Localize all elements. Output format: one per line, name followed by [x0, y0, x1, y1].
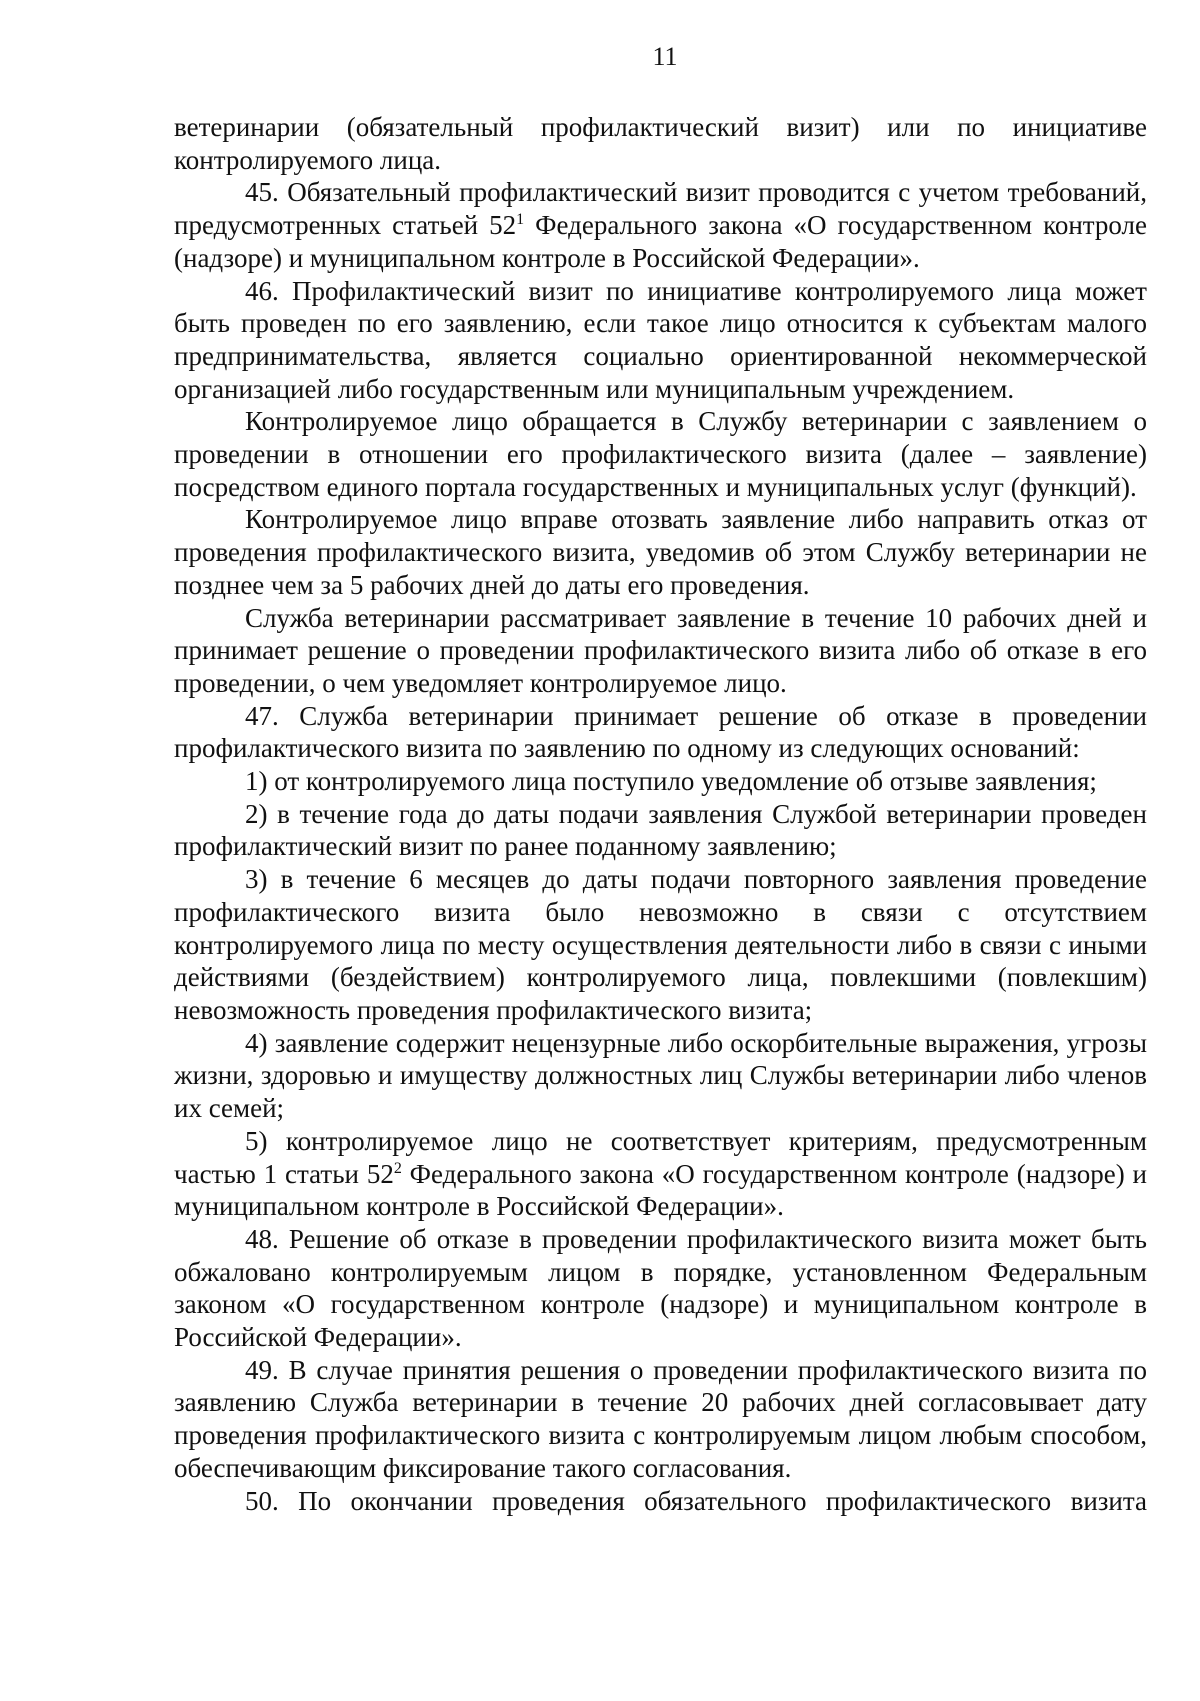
paragraph-46-review: Служба ветеринарии рассматривает заявление в течение 10 рабочих дней и принимает решение о проведении профилактического визита либо об отказе в его проведении, о чем уведомляет контролируемое лицо. — [174, 602, 1147, 698]
paragraph-47-item-5-text-start: 5) контролируемое лицо не соответствует критериям, предусмотренным частью 1 статьи 52 — [174, 1125, 1147, 1189]
paragraph-47-item-5-superscript: 2 — [393, 1159, 402, 1177]
paragraph-47-item-5 — [174, 1125, 1147, 1223]
paragraph-49: 49. В случае принятия решения о проведении профилактического визита по заявлению Служба ветеринарии в течение 20 рабочих дней согласовывает дату проведения профилактического визита с контролируемым лицом любым способом, обеспечивающим фиксирование такого согласования. — [174, 1354, 1147, 1483]
paragraph-47-item-5-text-end: Федерального закона «О государственном контроле (надзоре) и муниципальном контроле в Российской Федерации». — [174, 1158, 1147, 1222]
paragraph-47-item-3: 3) в течение 6 месяцев до даты подачи повторного заявления проведение профилактического визита было невозможно в связи с отсутствием контролируемого лица по месту осуществления деятельности либо в связи с иными действиями (бездействием) контролируемого лица, повлекшими (повлекшим) невозможность проведения профилактического визита; — [174, 864, 1147, 1025]
paragraph-45-text-end: Федерального закона «О государственном контроле (надзоре) и муниципальном контроле в Российской Федерации». — [174, 210, 1148, 273]
paragraph-continuation: ветеринарии (обязательный профилактический визит) или по инициативе контролируемого лица. — [174, 112, 1147, 175]
paragraph-48: 48. Решение об отказе в проведении профилактического визита может быть обжаловано контролируемым лицом в порядке, установленном Федеральным законом «О государственном контроле (надзоре) и муниципальном контроле в Российской Федерации». — [174, 1223, 1147, 1353]
paragraph-50: 50. По окончании проведения обязательного профилактического визита — [245, 1485, 1147, 1516]
paragraph-47: 47. Служба ветеринарии принимает решение об отказе в проведении профилактического визита по заявлению по одному из следующих оснований: — [174, 700, 1147, 764]
paragraph-45-superscript: 1 — [516, 211, 525, 229]
paragraph-47-item-4: 4) заявление содержит нецензурные либо оскорбительные выражения, угрозы жизни, здоровью и имуществу должностных лиц Службы ветеринарии либо членов их семей; — [174, 1027, 1147, 1124]
document-body — [174, 111, 1147, 1517]
paragraph-45-text-start: 45. Обязательный профилактический визит проводится с учетом требований, предусмотренных статьей 52 — [174, 177, 1147, 241]
paragraph-46: 46. Профилактический визит по инициативе контролируемого лица может быть проведен по его заявлению, если такое лицо относится к субъектам малого предпринимательства, является социально ориентированной некоммерческой организацией либо государственным или муниципальным учреждением. — [174, 275, 1147, 404]
page-number: 11 — [652, 42, 678, 71]
paragraph-46-application: Контролируемое лицо обращается в Службу ветеринарии с заявлением о проведении в отношении его профилактического визита (далее – заявление) посредством единого портала государственных и муниципальных услуг (функций). — [174, 406, 1147, 502]
paragraph-47-item-2: 2) в течение года до даты подачи заявления Службой ветеринарии проведен профилактический визит по ранее поданному заявлению; — [174, 798, 1147, 862]
paragraph-46-withdrawal: Контролируемое лицо вправе отозвать заявление либо направить отказ от проведения профилактического визита, уведомив об этом Службу ветеринарии не позднее чем за 5 рабочих дней до даты его проведения. — [174, 504, 1147, 600]
paragraph-45 — [174, 176, 1147, 274]
paragraph-47-item-1: 1) от контролируемого лица поступило уведомление об отзыве заявления; — [245, 766, 1097, 797]
